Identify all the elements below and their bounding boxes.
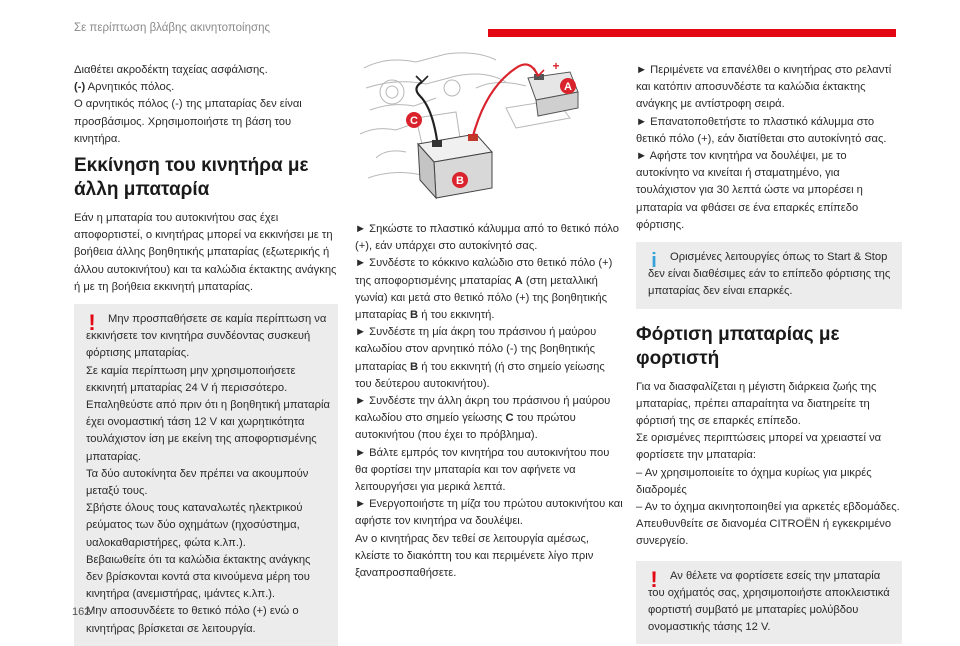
warning-line: Επαληθεύστε από πριν ότι η βοηθητική μπαταρία έχει ονομαστική τάση 12 V και χωρητικότητα τουλάχιστον ίση με εκείνη της αποφορτισμένης μπαταρίας. [86,399,330,463]
step-text: του πρώτου αυτοκινήτου (που έχει το πρόβλημα). [355,412,576,442]
label-ref-b: B [410,309,419,322]
warning-box [636,561,902,645]
warning-line: Μην προσπαθήσετε σε καμία περίπτωση να εκκινήσετε τον κινητήρα συνδέοντας συσκευή φόρτισης μπαταρίας. [86,313,327,360]
paragraph: Ο αρνητικός πόλος (-) της μπαταρίας δεν είναι προσβάσιμος. Χρησιμοποιήστε τη βάση του κινητήρα. [74,98,302,145]
plus-sign: + [552,59,560,73]
label-ref-c: C [505,412,514,425]
running-header: Σε περίπτωση βλάβης ακινητοποίησης [74,22,271,34]
step-text: ► Συνδέστε το κόκκινο καλώδιο στο θετικό πόλο (+) της αποφορτισμένης μπαταρίας [355,257,613,287]
page-number: 162 [72,606,91,618]
step-8: ► Επανατοποθετήστε το πλαστικό κάλυμμα στο θετικό πόλο (+), εάν διατίθεται στο αυτοκίνητό σας. [636,115,887,145]
label-b: B [456,175,464,187]
section-heading-jump-start: Εκκίνηση του κινητήρα με άλλη μπαταρία [74,155,309,201]
step-text: ► Συνδέστε τη μία άκρη του πράσινου ή μαύρου καλωδίου στον αρνητικό πόλο (-) της βοηθητικής μπαταρίας [355,326,597,373]
list-item: – Αν χρησιμοποιείτε το όχημα κυρίως για μικρές διαδρομές [636,466,872,496]
warning-text: Αν θέλετε να φορτίσετε εσείς την μπαταρία του οχήματός σας, χρησιμοποιήστε αποκλειστικά φορτιστή συμβατό με μπαταρίες μολύβδου ονομαστικής τάσης 12 V. [648,569,890,634]
step-text: ► Συνδέστε την άλλη άκρη του πράσινου ή μαύρου καλωδίου στο σημείο γείωσης [355,395,611,425]
section-heading-charger: Φόρτιση μπαταρίας με φορτιστή [636,323,840,369]
label-ref-b: B [410,360,419,373]
warning-icon: ! [650,566,658,592]
info-box [636,242,902,309]
label-a: A [564,81,572,93]
label-ref-a: A [514,274,523,287]
warning-line: Βεβαιωθείτε ότι τα καλώδια έκτακτης ανάγκης δεν βρίσκονται κοντά στα κινούμενα μέρη του κινητήρα (ανεμιστήρας, ιμάντες κ.λπ.). [86,553,311,601]
warning-line: Τα δύο αυτοκίνητα δεν πρέπει να ακουμπούν μεταξύ τους. [86,467,309,498]
jump-start-illustration [356,48,588,208]
intro-paragraph: Εάν η μπαταρία του αυτοκινήτου σας έχει αποφορτιστεί, ο κινητήρας μπορεί να εκκινήσει με τη βοήθεια άλλης βοηθητικής μπαταρίας (εξωτερικής ή άλλου αυτοκινήτου) και τα καλώδια έκτακτης ανάγκης ή με τη βοήθεια εκκινητή μπαταρίας. [74,212,337,293]
step-7: ► Περιμένετε να επανέλθει ο κινητήρας στο ρελαντί και κατόπιν αποσυνδέστε τα καλώδια έκτακτης ανάγκης με αντίστροφη σειρά. [636,64,892,111]
step-9: ► Αφήστε τον κινητήρα να δουλέψει, με το αυτοκίνητο να κινείται ή σταματημένο, για τουλάχιστον για 30 λεπτά ώστε να μπορέσει η μπαταρία να φθάσει σε ένα επαρκές επίπεδο φόρτισης. [636,150,863,231]
step-5: ► Βάλτε εμπρός τον κινητήρα του αυτοκινήτου που θα φορτίσει την μπαταρία και τον αφήνετε να λειτουργήσει για μερικά λεπτά. [355,446,610,494]
header-accent-bar [488,29,896,37]
paragraph: Διαθέτει ακροδέκτη ταχείας ασφάλισης. [74,64,268,76]
warning-box [74,304,338,646]
step-text: ή του εκκινητή. [418,309,495,322]
warning-line: Σβήστε όλους τους καταναλωτές ηλεκτρικού ρεύματος των δύο οχημάτων (ηχοσύστημα, υαλοκαθαριστήρες, φώτα κ.λπ.). [86,502,303,549]
warning-line: Σε καμία περίπτωση μην χρησιμοποιήσετε εκκινητή μπαταρίας 24 V ή περισσότερο. [86,364,296,394]
note-paragraph: Αν ο κινητήρας δεν τεθεί σε λειτουργία αμέσως, κλείστε το διακόπτη του και περιμένετε λίγο πριν ξαναπροσπαθήσετε. [355,532,594,580]
step-3 [355,324,623,393]
negative-pole-symbol: (-) [74,81,86,94]
warning-icon: ! [88,310,96,336]
info-text: Ορισμένες λειτουργίες όπως το Start & Stop δεν είναι διαθέσιμες εάν το επίπεδο φόρτισης της μπαταρίας δεν είναι επαρκές. [648,251,891,298]
step-1: ► Σηκώστε το πλαστικό κάλυμμα από το θετικό πόλο (+), εάν υπάρχει στο αυτοκίνητό σας. [355,223,619,253]
step-6: ► Ενεργοποιήστε τη μίζα του πρώτου αυτοκινήτου και αφήστε τον κινητήρα να δουλέψει. [355,498,623,528]
step-text: ή του εκκινητή (ή στο σημείο γείωσης του δεύτερου αυτοκινήτου). [355,360,605,390]
list-item: – Αν το όχημα ακινητοποιηθεί για αρκετές εβδομάδες. [636,501,900,514]
step-text: (στη μεταλλική γωνία) και μετά στο θετικό πόλο (+) της βοηθητικής μπαταρίας [355,274,608,322]
warning-line: Μην αποσυνδέετε το θετικό πόλο (+) ενώ ο κινητήρας βρίσκεται σε λειτουργία. [86,605,299,635]
paragraph-text: Αρνητικός πόλος. [85,81,175,94]
info-icon: i [651,250,657,273]
step-4 [355,393,623,445]
battery-b-illustration [418,134,492,198]
column-right [636,62,902,644]
paragraph [74,79,338,96]
label-c: C [410,115,418,127]
step-2 [355,255,623,324]
paragraph: Για να διασφαλίζεται η μέγιστη διάρκεια ζωής της μπαταρίας, πρέπει απαραίτητα να διατηρείτε τη φόρτισή της σε επαρκές επίπεδο. [636,380,877,428]
paragraph: Απευθυνθείτε σε διανομέα CITROËN ή εγκεκριμένο συνεργείο. [636,518,892,548]
column-left [74,62,338,646]
column-middle [355,221,623,582]
paragraph: Σε ορισμένες περιπτώσεις μπορεί να χρειαστεί να φορτίσετε την μπαταρία: [636,432,882,462]
